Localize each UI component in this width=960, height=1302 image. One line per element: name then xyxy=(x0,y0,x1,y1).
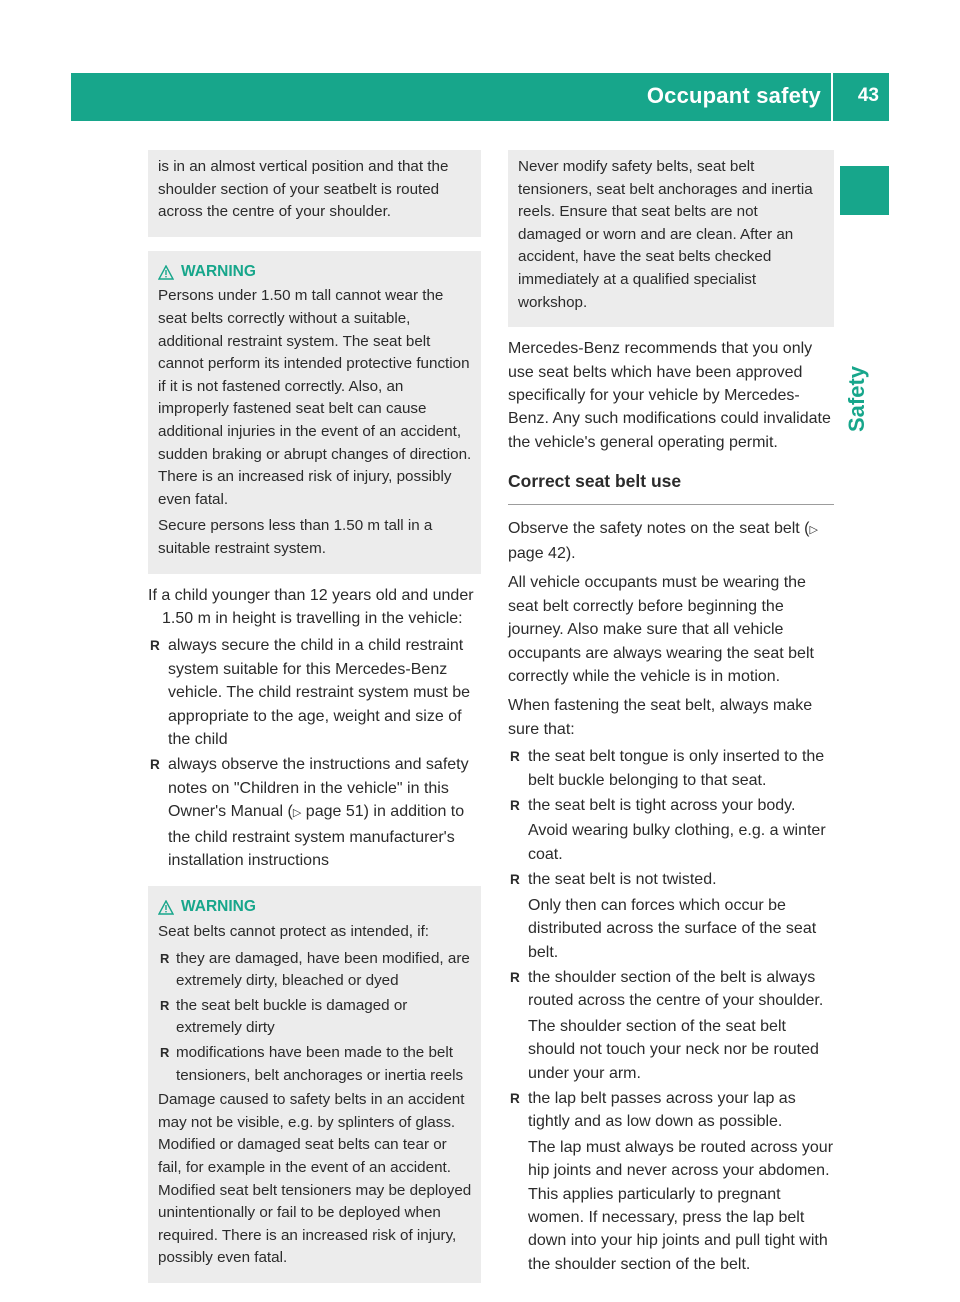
warning-intro: Seat belts cannot protect as intended, if: xyxy=(158,922,430,940)
list-item: R always observe the instructions and safety notes on "Children in the vehicle" in this Owner's Manual (▷ page 51) in addition to the child restraint system manufacturer's installation instructions xyxy=(148,753,481,872)
list-item: R the seat belt is tight across your body. Avoid wearing bulky clothing, e.g. a winter coat. xyxy=(508,794,834,866)
warning-triangle-icon xyxy=(158,900,174,915)
side-tab xyxy=(840,122,889,1302)
list-item: R the shoulder section of the belt is always routed across the centre of your shoulder. The shoulder section of the seat belt should not touch your neck nor be routed under your arm. xyxy=(508,966,834,1085)
modification-note-box xyxy=(508,150,834,327)
page-number: 43 xyxy=(857,85,879,106)
warning-heading-text: WARNING xyxy=(181,898,256,916)
header-divider xyxy=(831,73,833,121)
list-item: R the seat belt buckle is damaged or extremely dirty xyxy=(158,995,472,1040)
list-item: R they are damaged, have been modified, are extremely dirty, bleached or dyed xyxy=(158,948,472,993)
recommendation-text: Mercedes-Benz recommends that you only use seat belts which have been approved specifically for your vehicle by Mercedes-Benz. Any such modifications could invalidate the vehicle's general operating permit. xyxy=(508,340,831,451)
list-item-note: Avoid wearing bulky clothing, e.g. a winter coat. xyxy=(528,822,826,863)
warning-text: Damage caused to safety belts in an accident may not be visible, e.g. by splinters of glass. Modified or damaged seat belts can tear or fail, for example in the event of an accident. Modified seat belt tensioners may be deployed unintentionally or fail to be deployed when required. There is an increased risk of injury, possibly even fatal. xyxy=(158,1091,472,1267)
list-item: R always secure the child in a child restraint system suitable for this Mercedes-Benz vehicle. The child restraint system must be appropriate to the age, weight and size of the child xyxy=(148,634,481,751)
warning-heading-text: WARNING xyxy=(181,262,256,280)
list-item: R the seat belt tongue is only inserted to the belt buckle belonging to that seat. xyxy=(508,745,834,792)
warning-advice: Secure persons less than 1.50 m tall in a suitable restraint system. xyxy=(158,517,433,557)
list-item: R the lap belt passes across your lap as tightly and as low down as possible. The lap must always be routed across your hip joints and never across your abdomen. This applies particularly to pregnant women. If necessary, press the lap belt down into your hip joints and pull tight with the shoulder section of the belt. xyxy=(508,1087,834,1276)
left-column xyxy=(148,150,481,1283)
chapter-title: Occupant safety xyxy=(646,83,821,108)
child-bullet-list xyxy=(148,634,481,872)
warning-text: Persons under 1.50 m tall cannot wear the seat belts correctly without a suitable, additional restraint system. The seat belt cannot perform its intended protective function if it is not fastened correctly. Also, an improperly fastened seat belt can cause additional injuries in the event of an accident, sudden braking or abrupt changes of direction. There is an increased risk of injury, possibly even fatal. xyxy=(158,287,472,508)
fastening-bullet-list xyxy=(508,745,834,1276)
occupants-text: All vehicle occupants must be wearing the seat belt correctly before beginning the journey. Also make sure that all vehicle occupants are always wearing the seat belt correctly while the vehicle is in motion. xyxy=(508,574,814,686)
warning-bullet-list xyxy=(158,948,472,1088)
list-item: R modifications have been made to the belt tensioners, belt anchorages or inertia reels xyxy=(158,1042,472,1087)
warning-box-1 xyxy=(148,251,481,574)
page-reference-icon: ▷ xyxy=(292,807,302,820)
side-tab-label: Safety xyxy=(844,365,869,432)
modification-note-text: Never modify safety belts, seat belt tensioners, seat belt anchorages and inertia reels. Ensure that seat belts are not damaged or worn and are clean. After an accident, have the seat belts checked immediately at a qualified specialist workshop. xyxy=(518,158,813,311)
header-bar xyxy=(71,73,889,121)
page-reference-icon: ▷ xyxy=(809,523,818,536)
warning-heading xyxy=(158,261,472,284)
warning-box-2 xyxy=(148,886,481,1283)
list-item-note: Only then can forces which occur be distributed across the surface of the seat belt. xyxy=(528,896,817,961)
right-column xyxy=(508,150,834,1278)
intro-note-box xyxy=(148,150,481,237)
list-item-note: The lap must always be routed across your hip joints and never across your abdomen. This applies particularly to pregnant women. If necessary, press the lap belt down into your hip joints and pull tight with the shoulder section of the belt. xyxy=(528,1138,834,1273)
intro-note-text: is in an almost vertical position and that the shoulder section of your seatbelt is routed across the centre of your shoulder. xyxy=(158,158,449,221)
fastening-intro: When fastening the seat belt, always make sure that: xyxy=(508,697,813,738)
section-heading: Correct seat belt use xyxy=(508,470,834,504)
warning-triangle-icon xyxy=(158,265,174,280)
list-item-note: The shoulder section of the seat belt should not touch your neck nor be routed under your arm. xyxy=(528,1017,819,1082)
side-tab-marker xyxy=(840,166,889,215)
child-intro: If a child younger than 12 years old and under 1.50 m in height is travelling in the vehicle: xyxy=(148,586,474,627)
list-item: R the seat belt is not twisted. Only then can forces which occur be distributed across the surface of the seat belt. xyxy=(508,868,834,964)
observe-text: Observe the safety notes on the seat belt (▷ page 42). xyxy=(508,519,818,562)
warning-heading xyxy=(158,896,472,919)
